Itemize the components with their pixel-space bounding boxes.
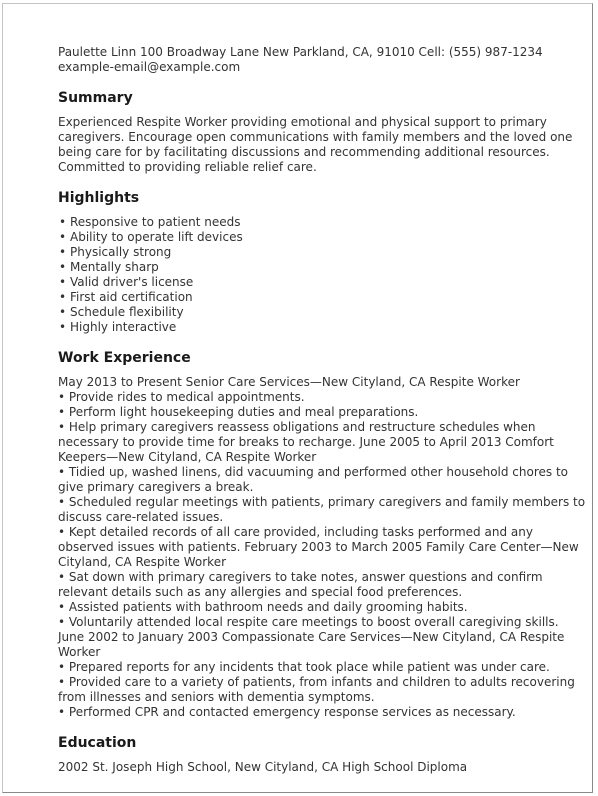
highlight-item: • Schedule flexibility xyxy=(58,305,586,320)
highlights-heading: Highlights xyxy=(58,190,140,206)
highlight-item: • Physically strong xyxy=(58,245,586,260)
work-experience-text: May 2013 to Present Senior Care Services—New Cityland, CA Respite Worker • Provide rides to medical appointments. • Perform light housekeeping duties and meal preparations. • Help primary caregivers reassess obligations and restructure schedules when necessary to provide time for breaks to recharge. June 2005 to April 2013 Comfort Keepers—New Cityland, CA Respite Worker • Tidied up, washed linens, did vacuuming and performed other household chores to give primary caregivers a break. • Scheduled regular meetings with patients, primary caregivers and family members to discuss care-related issues. • Kept detailed records of all care provided, including tasks performed and any observed issues with patients. February 2003 to March 2005 Family Care Center—New Cityland, CA Respite Worker • Sat down with primary caregivers to take notes, answer questions and confirm relevant details such as any allergies and special food preferences. • Assisted patients with bathroom needs and daily grooming habits. • Voluntarily attended local respite care meetings to boost overall caregiving skills. June 2002 to January 2003 Compassionate Care Services—New Cityland, CA Respite Worker • Prepared reports for any incidents that took place while patient was under care. • Provided care to a variety of patients, from infants and children to adults recovering from illnesses and seniors with dementia symptoms. • Performed CPR and contacted emergency response services as necessary. xyxy=(58,375,586,719)
highlight-item: • Mentally sharp xyxy=(58,260,586,275)
summary-heading: Summary xyxy=(58,90,133,106)
education-heading: Education xyxy=(58,735,137,751)
education-text: 2002 St. Joseph High School, New Cityland, CA High School Diploma xyxy=(58,760,468,774)
highlight-item: • Responsive to patient needs xyxy=(58,215,586,230)
highlight-item: • Highly interactive xyxy=(58,320,586,335)
resume-page xyxy=(2,3,593,793)
contact-info: Paulette Linn 100 Broadway Lane New Parkland, CA, 91010 Cell: (555) 987-1234 example-email@example.com xyxy=(58,45,543,74)
resume-content xyxy=(58,45,586,775)
highlight-item: • Valid driver's license xyxy=(58,275,586,290)
highlight-item: • First aid certification xyxy=(58,290,586,305)
highlight-item: • Ability to operate lift devices xyxy=(58,230,586,245)
summary-text: Experienced Respite Worker providing emotional and physical support to primary caregivers. Encourage open communications with family members and the loved one being care for by facilitating discussions and recommending additional resources. Committed to providing reliable relief care. xyxy=(58,115,573,174)
highlights-list xyxy=(58,215,586,335)
work-experience-heading: Work Experience xyxy=(58,350,191,366)
